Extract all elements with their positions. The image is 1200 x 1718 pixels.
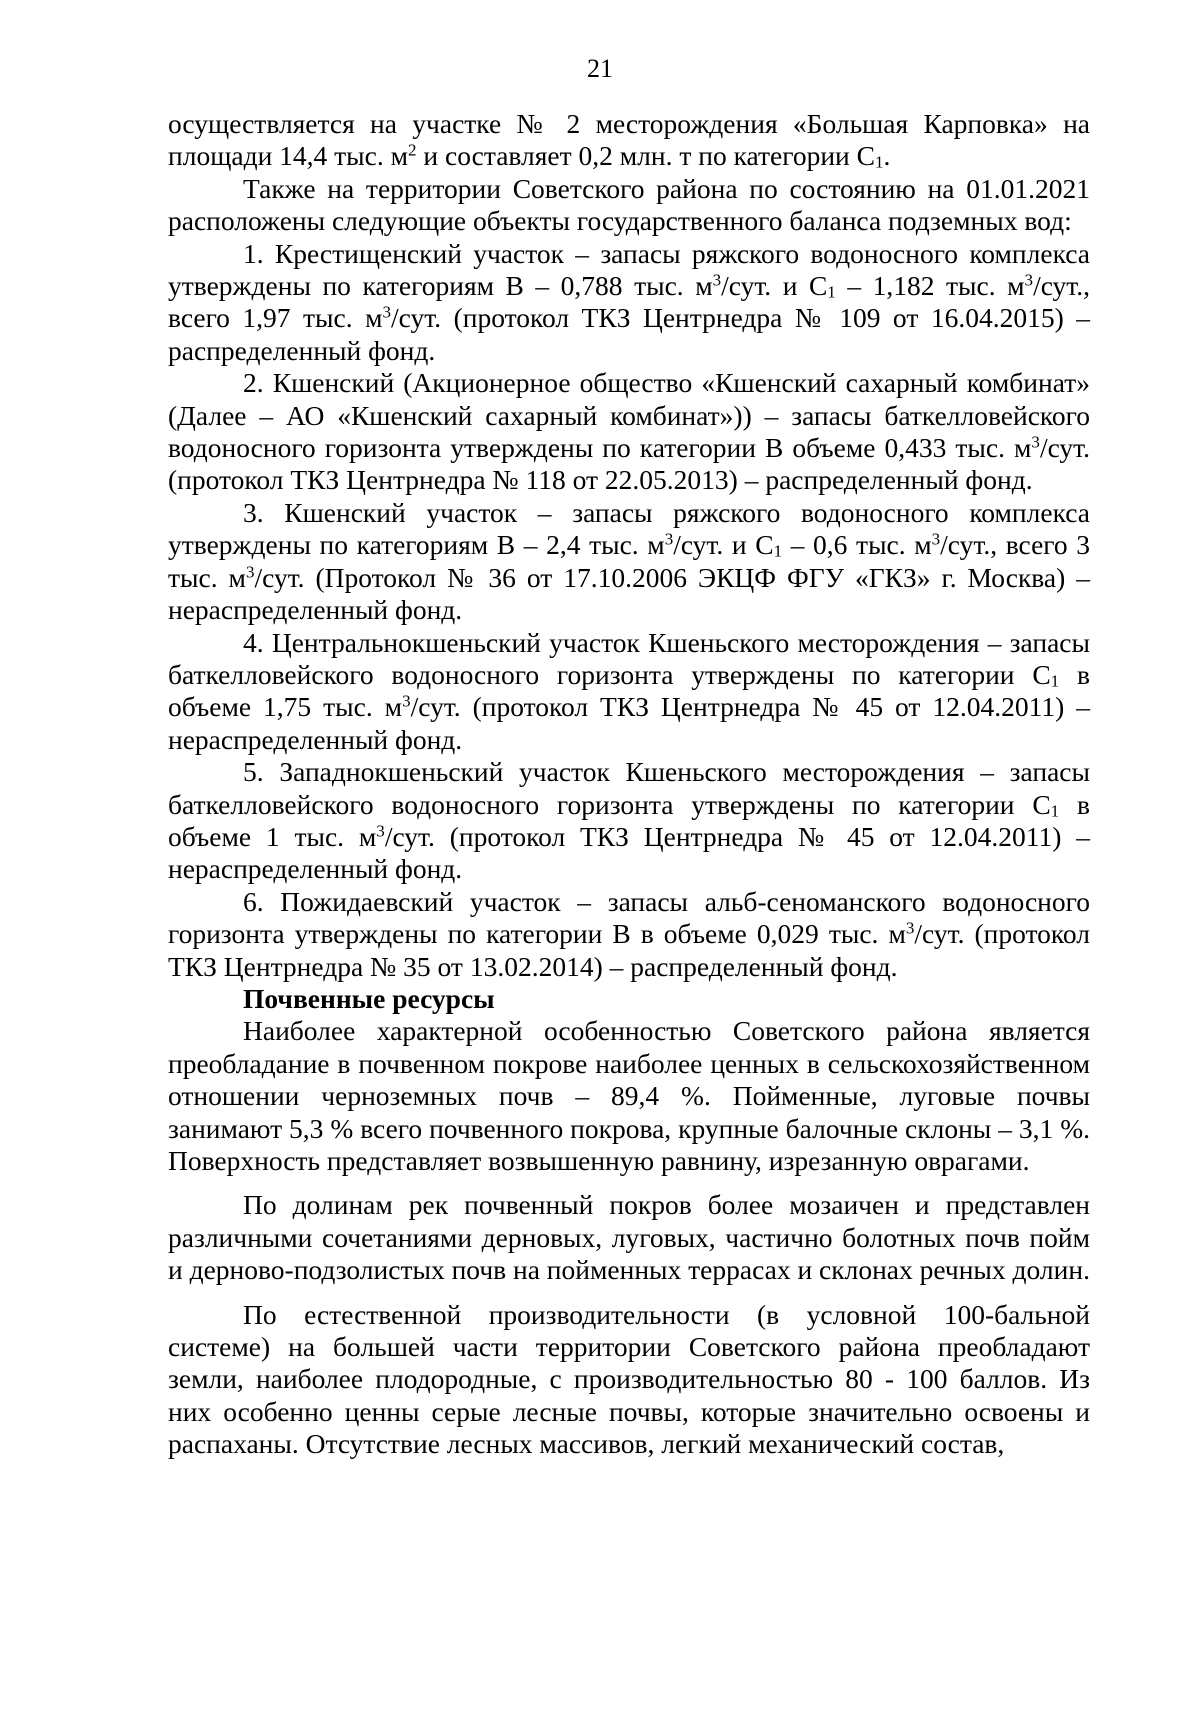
page-body xyxy=(168,108,1090,1461)
section-heading: Почвенные ресурсы xyxy=(243,982,495,1014)
list-item-5: 5. Западнокшеньский участок Кшеньского месторождения – запасы баткелловейского водоносного горизонта утверждены по категории $С_1$ в объеме 1 тыс. $м^3$/сут. (протокол ТКЗ Центрнедра № 45 от 12.04.2011) – нераспределенный фонд. xyxy=(168,756,1090,885)
paragraph-river-valleys: По долинам рек почвенный покров более мозаичен и представлен различными сочетаниями дерновых, луговых, частично болотных почв пойм и дерново-подзолистых почв на пойменных террасах и склонах речных долин. xyxy=(168,1189,1090,1286)
list-item-6: 6. Пожидаевский участок – запасы альб-сеноманского водоносного горизонта утверждены по категории В в объеме 0,029 тыс. $м^3$/сут. (протокол ТКЗ Центрнедра № 35 от 13.02.2014) – распределенный фонд. xyxy=(168,885,1090,982)
list-item-4: 4. Центральнокшеньский участок Кшеньского месторождения – запасы баткелловейского водоносного горизонта утверждены по категории $С_1$ в объеме 1,75 тыс. $м^3$/сут. (протокол ТКЗ Центрнедра № 45 от 12.04.2011) – нераспределенный фонд. xyxy=(168,626,1090,755)
list-item-1: 1. Крестищенский участок – запасы ряжского водоносного комплекса утверждены по категориям В – 0,788 тыс. $м^3$/сут. и $С_1 - 1,182$ тыс. $м^3$/сут., всего 1,97 тыс. $м^3$/сут. (протокол ТКЗ Центрнедра № 109 от 16.04.2015) – распределенный фонд. xyxy=(168,237,1090,366)
paragraph-soil-overview: Наиболее характерной особенностью Советского района является преобладание в почвенном покрове наиболее ценных в сельскохозяйственном отношении черноземных почв – 89,4 %. Пойменные, луговые почвы занимают 5,3 % всего почвенного покрова, крупные балочные склоны – 3,1 %. Поверхность представляет возвышенную равнину, изрезанную оврагами. xyxy=(168,1015,1090,1176)
list-item-2: 2. Кшенский (Акционерное общество «Кшенский сахарный комбинат» (Далее – АО «Кшенский сахарный комбинат»)) – запасы баткелловейского водоносного горизонта утверждены по категории В объеме 0,433 тыс. $м^3$/сут. (протокол ТКЗ Центрнедра № 118 от 22.05.2013) – распределенный фонд. xyxy=(168,367,1090,496)
paragraph-intro: Также на территории Советского района по состоянию на 01.01.2021 расположены следующие объекты государственного баланса подземных вод: xyxy=(168,172,1090,237)
page-number: 21 xyxy=(587,54,613,83)
paragraph-productivity: По естественной производительности (в условной 100-бальной системе) на большей части территории Советского района преобладают земли, наиболее плодородные, с производительностью 80 - 100 баллов. Из них особенно ценны серые лесные почвы, которые значительно освоены и распаханы. Отсутствие лесных массивов, легкий механический состав, xyxy=(168,1298,1090,1460)
paragraph-continuation: осуществляется на участке № 2 месторождения «Большая Карповка» на площади 14,4 тыс. $м^2$ и составляет 0,2 млн. т по категории $С_1$. xyxy=(168,108,1090,172)
list-item-3: 3. Кшенский участок – запасы ряжского водоносного комплекса утверждены по категориям В – 2,4 тыс. $м^3$/сут. и $С_1 - 0,6$ тыс. $м^3$/сут., всего 3 тыс. $м^3$/сут. (Протокол № 36 от 17.10.2006 ЭКЦФ ФГУ «ГКЗ» г. Москва) – нераспределенный фонд. xyxy=(168,496,1091,626)
